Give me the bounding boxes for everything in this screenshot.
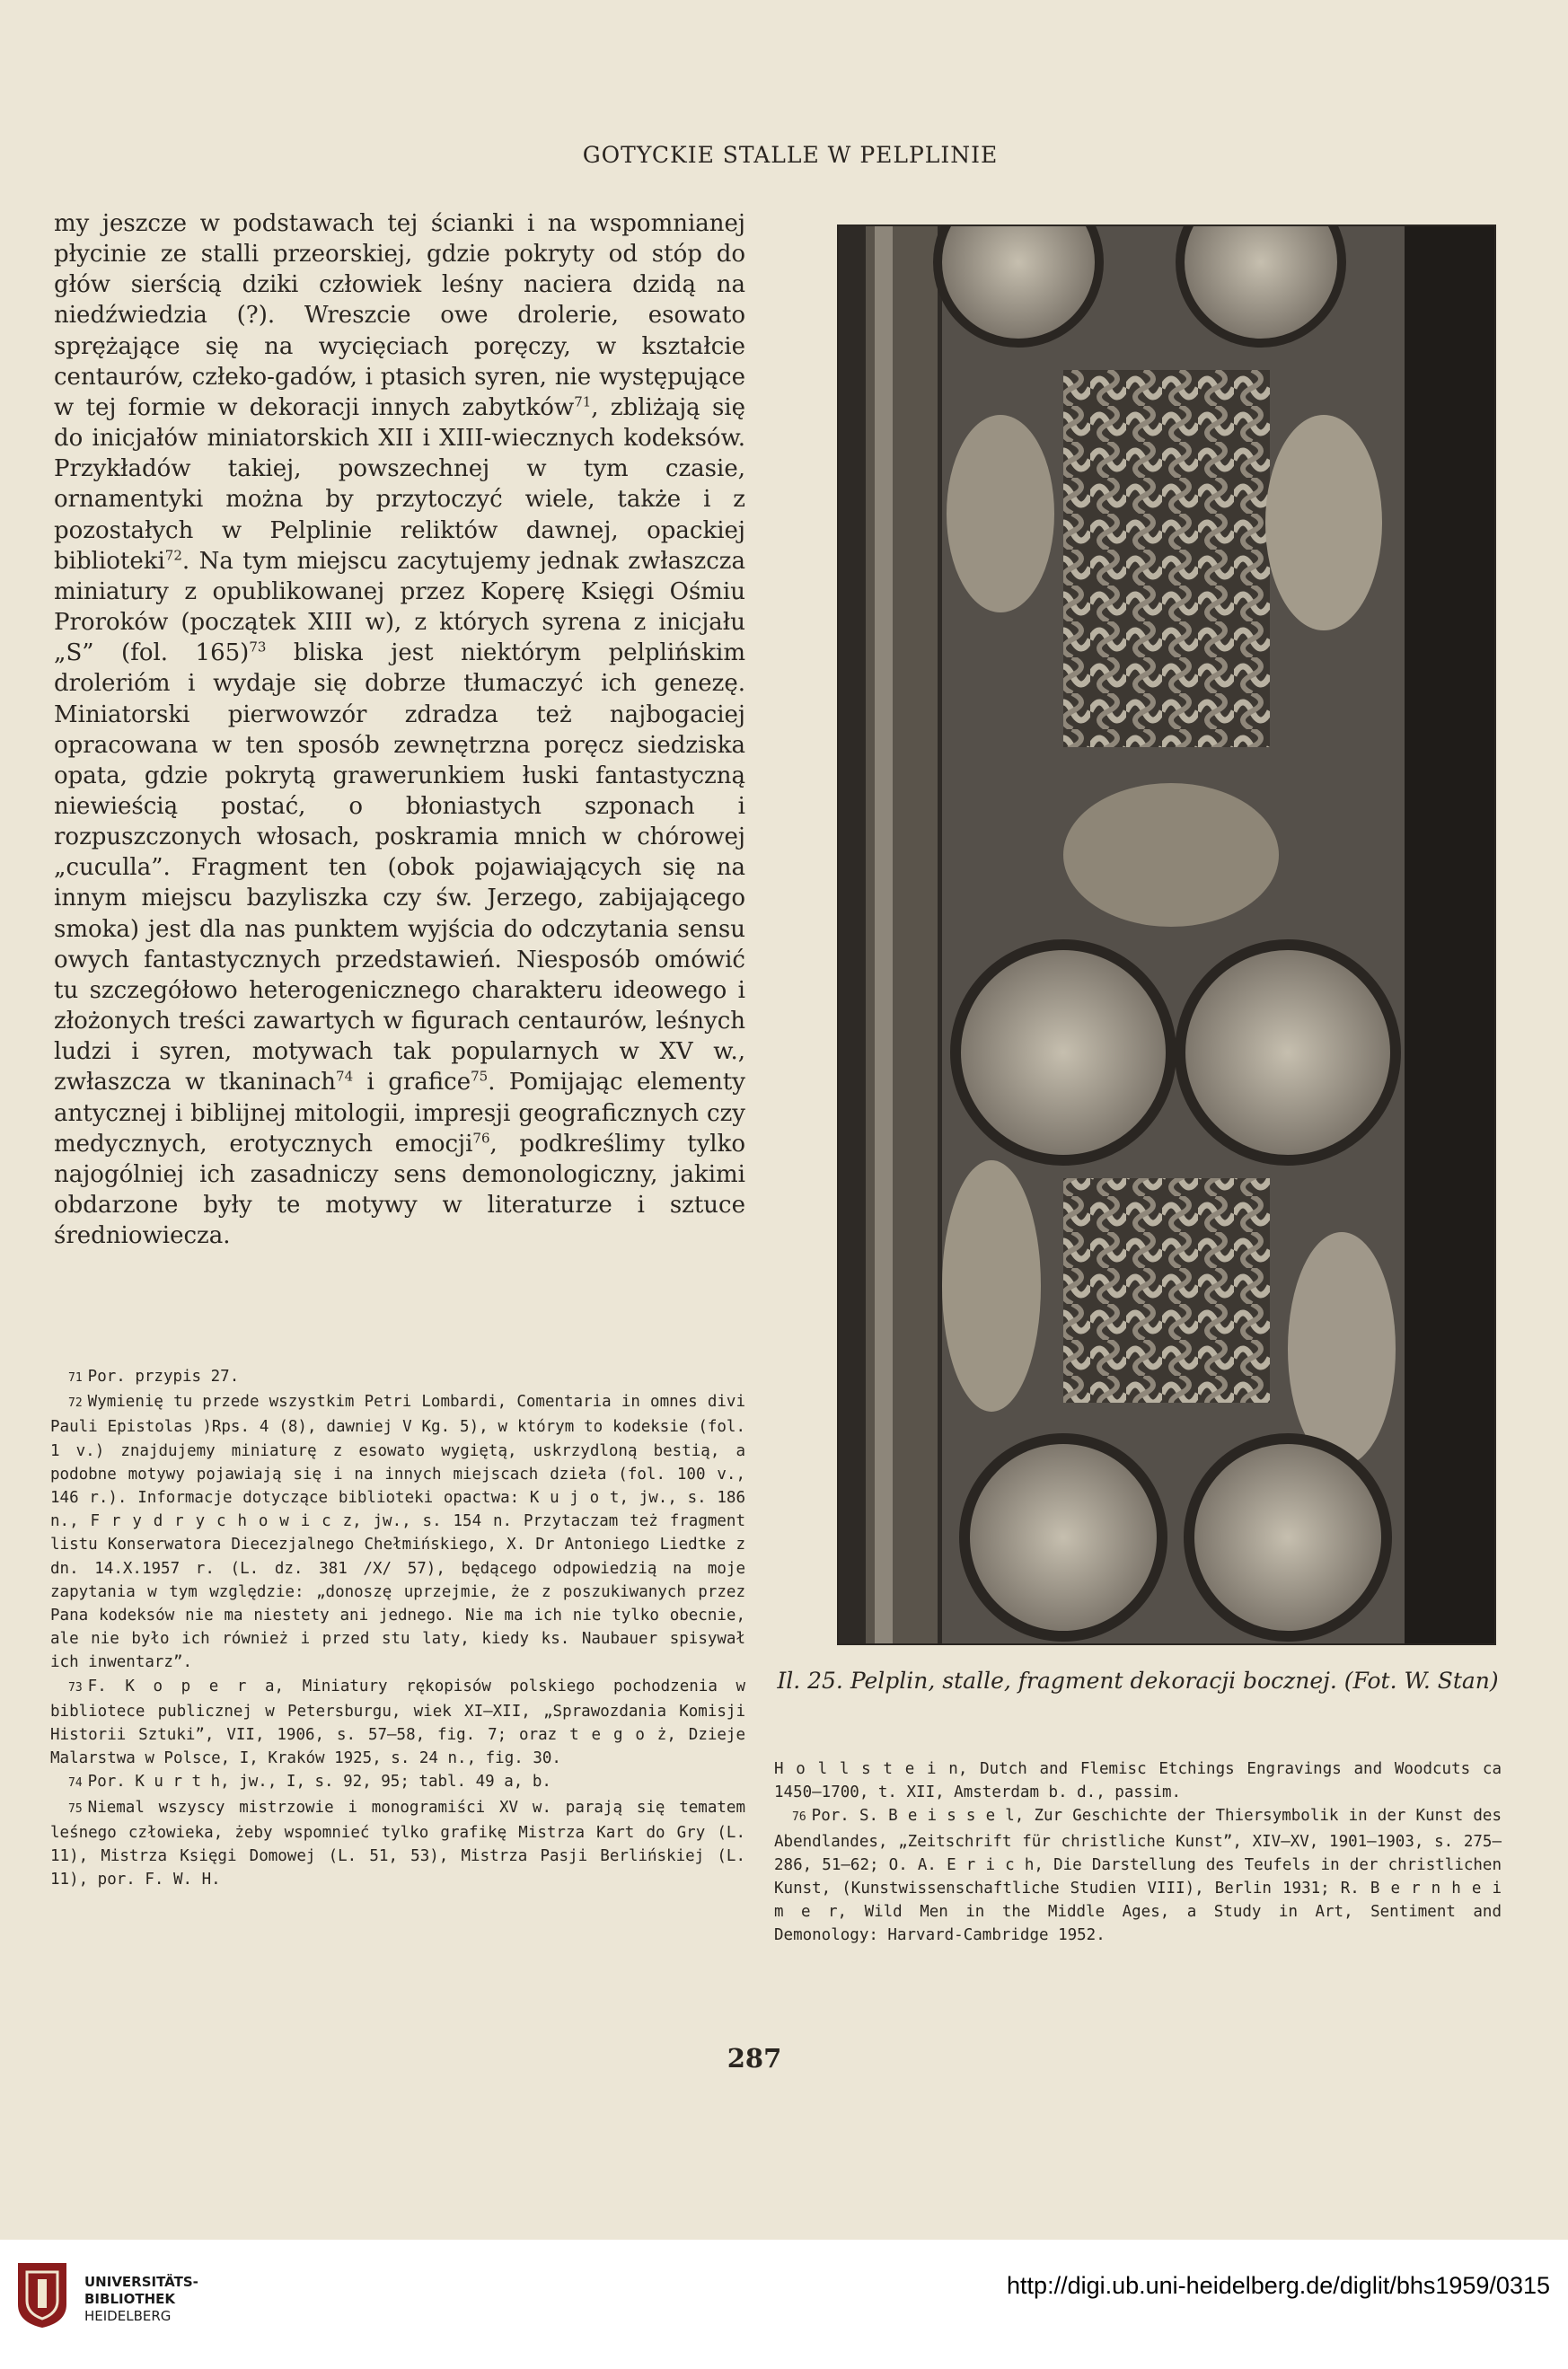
footnote-number: 71: [68, 1371, 83, 1385]
footnote-number: 72: [68, 1396, 83, 1411]
footnote-text: Wymienię tu przede wszystkim Petri Lombardi, Comentaria in omnes divi Pauli Epistolas )Rps. 4 (8), dawniej V Kg. 5), w którym to kodeksie (fol. 1 v.) znajdujemy miniaturę z esowato wygiętą, uskrzydloną bestią, a podobne motywy pojawiają się i na innych miejscach dzieła (fol. 100 v., 146 r.). Informacje dotyczące biblioteki opactwa: K u j o t, jw., s. 186 n., F r y d r y c h o w i c z, jw., s. 154 n. Przytaczam też fragment listu Konserwatora Diecezjalnego Chełmińskiego, X. Dr Antoniego Liedtke z dn. 14.X.1957 r. (L. dz. 381 /X/ 57), będącego odpowiedzią na moje zapytania w tym względzie: „donoszę uprzejmie, że z poszukiwanych przez Pana kodeksów nie ma niestety ani jednego. Nie ma ich nie tylko obecnie, ale nie było ich również i przed stu laty, kiedy ks. Naubauer spisywał ich inwentarz”.: [50, 1393, 745, 1672]
footnote-text: H o l l s t e i n, Dutch and Flemisc Etchings Engravings and Woodcuts ca 1450—1700, t. XII, Amsterdam b. d., passim.: [774, 1760, 1502, 1802]
footnote: [50, 1770, 745, 1795]
figure-caption: Il. 25. Pelplin, stalle, fragment dekoracji bocznej. (Fot. W. Stan): [777, 1668, 1499, 1694]
footnote-text: Por. K u r t h, jw., I, s. 92, 95; tabl. 49 a, b.: [87, 1773, 551, 1792]
footnote-text: Por. przypis 27.: [87, 1368, 240, 1386]
footnote-ref-73[interactable]: 73: [249, 638, 267, 656]
library-name: UNIVERSITÄTS- BIBLIOTHEK HEIDELBERG: [84, 2274, 198, 2324]
footnote-number: 75: [68, 1801, 83, 1816]
footnote-ref-74[interactable]: 74: [336, 1068, 354, 1085]
carved-stall-relief-image: [839, 226, 1494, 1643]
footnote-number: 73: [68, 1680, 83, 1695]
footnote: [50, 1390, 745, 1674]
digitization-footer: [0, 2240, 1568, 2369]
footnotes-left-column: [50, 1365, 745, 1891]
footnote-text: F. K o p e r a, Miniatury rękopisów polskiego pochodzenia w bibliotece publicznej w Petersburgu, wiek XI—XII, „Sprawozdania Komisji Historii Sztuki”, VII, 1906, s. 57—58, fig. 7; oraz t e g o ż, Dzieje Malarstwa w Polsce, I, Kraków 1925, s. 24 n., fig. 30.: [50, 1677, 745, 1768]
footnote: [774, 1757, 1502, 1804]
footnote: [50, 1675, 745, 1771]
body-paragraph: my jeszcze w podstawach tej ścianki i na wspomnianej płycinie ze stalli przeorskiej, gdzie pokryty od stóp do głów sierścią dziki człowiek leśny naciera dzidą na niedźwiedzia (?). Wreszcie owe drolerie, esowato sprężające się na wycięciach poręczy, w kształcie centaurów, człeko-gadów, i ptasich syren, nie występujące w tej formie w dekoracji innych zabytków$^{71}$, zbliżają się do inicjałów miniatorskich XII i XIII-wiecznych kodeksów. Przykładów takiej, powszechnej w tym czasie, ornamentyki można by przytoczyć wiele, także i z pozostałych w Pelplinie reliktów dawnej, opackiej biblioteki$^{72}$. Na tym miejscu zacytujemy jednak zwłaszcza miniatury z opublikowanej przez Koperę Księgi Ośmiu Proroków (początek XIII w), z których syrena z inicjału „S” (fol. 165)$^{73}$ bliska jest niektórym pelplińskim drolerióm i wydaje się dobrze tłumaczyć ich genezę. Miniatorski pierwowzór zdradza też najbogaciej opracowana w ten sposób zewnętrzna poręcz siedziska opata, gdzie pokrytą grawerunkiem łuski fantastyczną niewieścią postać, o błoniastych szponach i rozpuszczonych włosach, poskramia mnich w chórowej „cuculla”. Fragment ten (obok pojawiających się na innym miejscu bazyliszka czy św. Jerzego, zabijającego smoka) jest dla nas punktem wyjścia do odczytania sensu owych fantastycznych przedstawień. Niesposób omówić tu szczegółowo heterogenicznego charakteru ideowego i złożonych treści zawartych w figurach centaurów, leśnych ludzi i syren, motywach tak popularnych w XV w., zwłaszcza w tkaninach$^{74}$ i grafice$^{75}$. Pomijając elementy antycznej i biblijnej mitologii, impresji geograficznych czy medycznych, erotycznych emocji$^{76}$, podkreślimy tylko najogólniej ich zasadniczy sens demonologiczny, jakimi obdarzone były te motywy w literaturze i sztuce średniowiecza.: [54, 210, 746, 1250]
footnote: [774, 1804, 1502, 1947]
footnotes-right-column: [774, 1757, 1502, 1948]
carved-stall-photo: [837, 225, 1496, 1645]
running-header: GOTYCKIE STALLE W PELPLINIE: [582, 142, 999, 168]
footnote: [50, 1365, 745, 1390]
source-url[interactable]: http://digi.ub.uni-heidelberg.de/diglit/bhs1959/0315: [1007, 2272, 1550, 2299]
page-number: 287: [727, 2043, 782, 2074]
footnote-ref-76[interactable]: 76: [472, 1130, 490, 1147]
footnote-text: Niemal wszyscy mistrzowie i monogramiści XV w. parają się tematem leśnego człowieka, żeby wspomnieć tylko grafikę Mistrza Kart do Gry (L. 11), Mistrza Księgi Domowej (L. 51, 53), Mistrza Pasji Berlińskiej (L. 11), por. F. W. H.: [50, 1798, 745, 1889]
library-logo[interactable]: [14, 2259, 230, 2331]
footnote-ref-72[interactable]: 72: [164, 547, 182, 564]
footnote-ref-75[interactable]: 75: [471, 1068, 489, 1085]
footnote-ref-71[interactable]: 71: [574, 393, 592, 410]
university-seal-icon: [14, 2259, 70, 2329]
footnote-number: 74: [68, 1776, 83, 1791]
footnote: [50, 1796, 745, 1892]
footnote-text: Por. S. B e i s s e l, Zur Geschichte der Thiersymbolik in der Kunst des Abendlandes, „Zeitschrift für christliche Kunst”, XIV—XV, 1901—1903, s. 275—286, 51—62; O. A. E r i c h, Die Darstellung des Teufels in der christlichen Kunst, (Kunstwissenschaftliche Studien VIII), Berlin 1931; R. B e r n h e i m e r, Wild Men in the Middle Ages, a Study in Art, Sentiment and Demonology: Harvard-Cambridge 1952.: [774, 1807, 1502, 1945]
footnote-number: 76: [792, 1810, 806, 1825]
body-text-column: [54, 208, 745, 1251]
